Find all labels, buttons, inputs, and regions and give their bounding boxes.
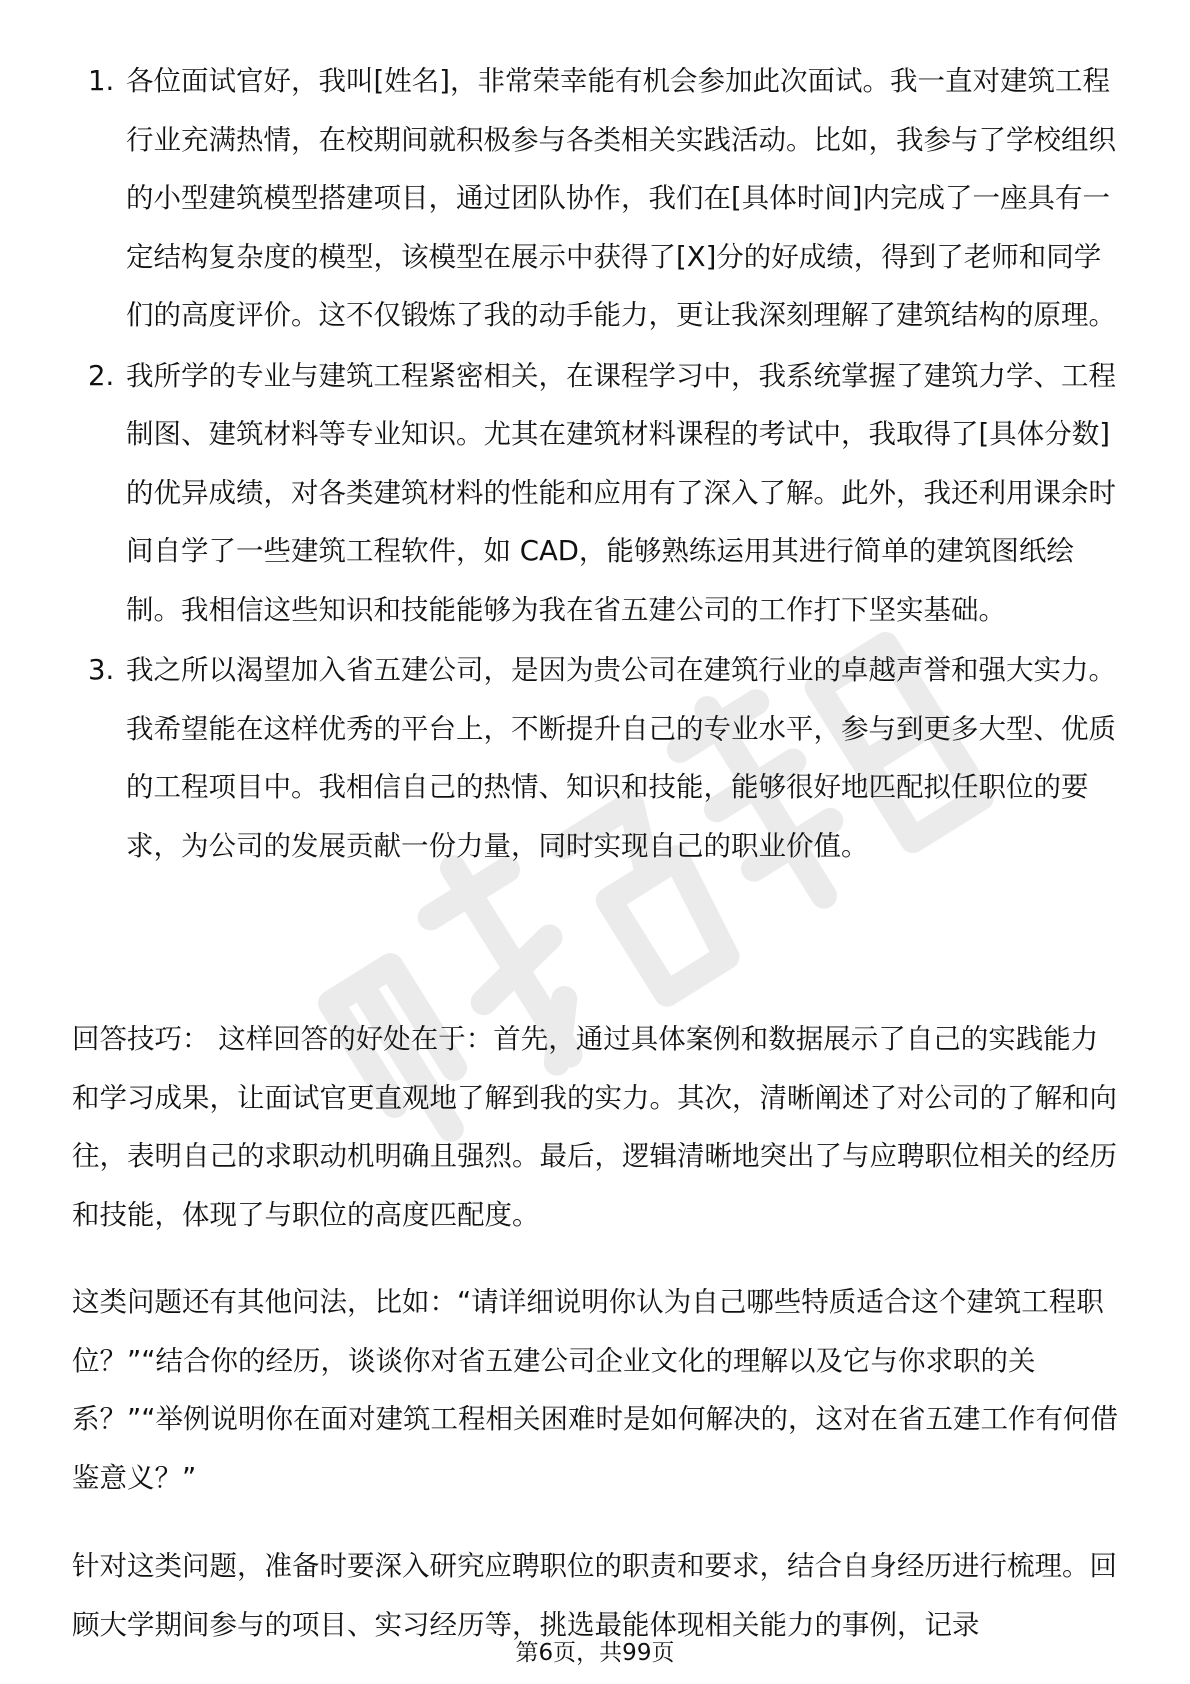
list-number: 3. [88, 654, 115, 686]
list-item [78, 641, 1128, 875]
list-number: 1. [88, 65, 115, 97]
list-item [78, 52, 1128, 345]
list-number: 2. [88, 359, 115, 392]
question-variants-paragraph: 这类问题还有其他问法，比如：“请详细说明你认为自己哪些特质适合这个建筑工程职位？”“结合你的经历，谈谈你对省五建公司企业文化的理解以及它与你求职的关系？”“举例说明你在面对建筑工程相关困难时是如何解决的，这对在省五建工作有何借鉴意义？” [72, 1286, 1118, 1494]
answer-tips-paragraph: 回答技巧： 这样回答的好处在于：首先，通过具体案例和数据展示了自己的实践能力和学习成果，让面试官更直观地了解到我的实力。其次，清晰阐述了对公司的了解和向往，表明自己的求职动机明确且强烈。最后，逻辑清晰地突出了与应聘职位相关的经历和技能，体现了与职位的高度匹配度。 [72, 1023, 1117, 1231]
preparation-advice-paragraph: 针对这类问题，准备时要深入研究应聘职位的职责和要求，结合自身经历进行梳理。回顾大学期间参与的项目、实习经历等，挑选最能体现相关能力的事例，记录 [72, 1550, 1117, 1641]
page-footer: 第6页，共99页 [515, 1640, 675, 1666]
list-item [78, 347, 1128, 640]
list-item-text: 我之所以渴望加入省五建公司，是因为贵公司在建筑行业的卓越声誉和强大实力。我希望能在这样优秀的平台上，不断提升自己的专业水平，参与到更多大型、优质的工程项目中。我相信自己的热情、知识和技能，能够很好地匹配拟任职位的要求，为公司的发展贡献一份力量，同时实现自己的职业价值。 [126, 654, 1116, 862]
answer-list [78, 52, 1128, 877]
list-item-text: 我所学的专业与建筑工程紧密相关，在课程学习中，我系统掌握了建筑力学、工程制图、建筑材料等专业知识。尤其在建筑材料课程的考试中，我取得了[具体分数]的优异成绩，对各类建筑材料的性能和应用有了深入了解。此外，我还利用课余时间自学了一些建筑工程软件，如 CAD，能够熟练运用其进行简单的建筑图纸绘制。我相信这些知识和技能能够为我在省五建公司的工作打下坚实基础。 [126, 359, 1116, 626]
list-item-text: 各位面试官好，我叫[姓名]，非常荣幸能有机会参加此次面试。我一直对建筑工程行业充满热情，在校期间就积极参与各类相关实践活动。比如，我参与了学校组织的小型建筑模型搭建项目，通过团队协作，我们在[具体时间]内完成了一座具有一定结构复杂度的模型，该模型在展示中获得了[X]分的好成绩，得到了老师和同学们的高度评价。这不仅锻炼了我的动手能力，更让我深刻理解了建筑结构的原理。 [126, 65, 1116, 331]
